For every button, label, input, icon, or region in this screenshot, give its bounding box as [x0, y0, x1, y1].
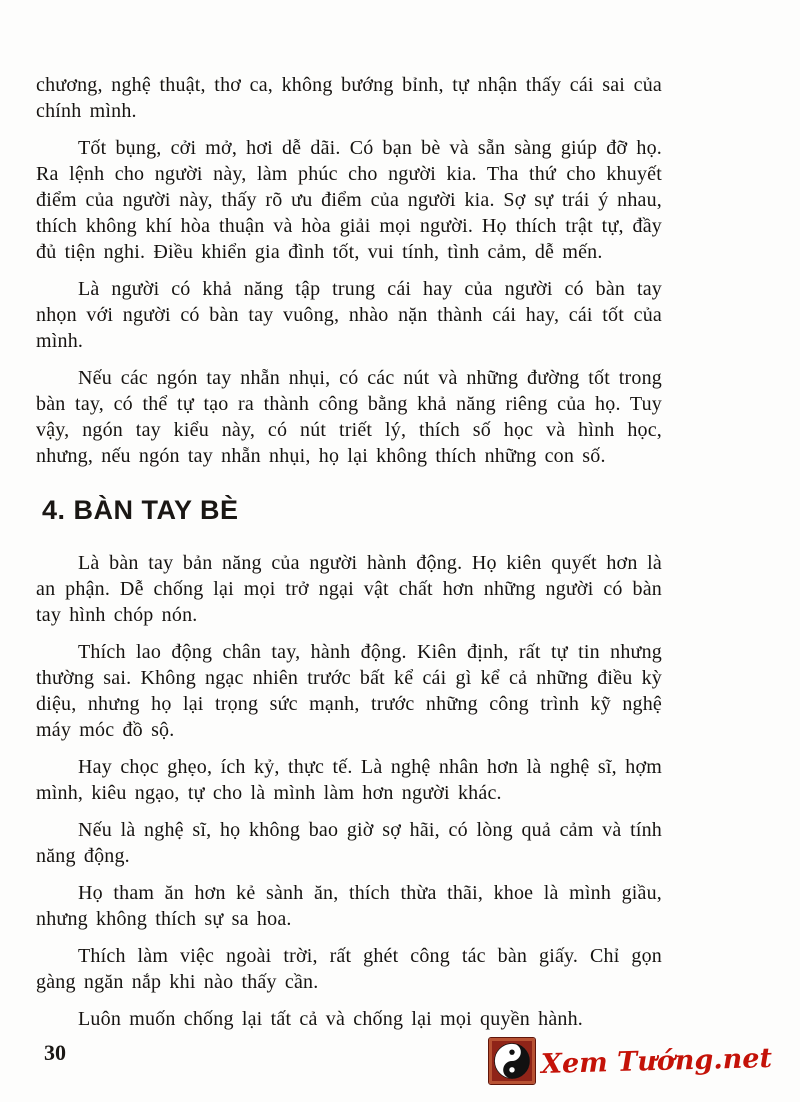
paragraph: chương, nghệ thuật, thơ ca, không bướng bỉnh, tự nhận thấy cái sai của chính mình. — [36, 74, 662, 122]
paragraph: Là người có khả năng tập trung cái hay của người có bàn tay nhọn với người có bàn tay vuông, nhào nặn thành cái hay, cái tốt của mình. — [36, 278, 662, 352]
paragraph: Thích làm việc ngoài trời, rất ghét công tác bàn giấy. Chỉ gọn gàng ngăn nắp khi nào thấy cần. — [36, 945, 662, 993]
section-heading: 4. BÀN TAY BÈ — [42, 495, 239, 525]
page-body — [36, 72, 662, 1043]
paragraph: Nếu các ngón tay nhẵn nhụi, có các nút và những đường tốt trong bàn tay, có thể tự tạo ra thành công bằng khả năng riêng của họ. Tuy vậy, ngón tay kiểu này, có nút triết lý, thích số học và hình học, nhưng, nếu ngón tay nhẵn nhụi, họ lại không thích những con số. — [36, 367, 662, 467]
yin-yang-icon — [489, 1038, 535, 1084]
paragraph: Hay chọc ghẹo, ích kỷ, thực tế. Là nghệ nhân hơn là nghệ sĩ, hợm mình, kiêu ngạo, tự cho là mình làm hơn người khác. — [36, 756, 662, 804]
paragraph: Nếu là nghệ sĩ, họ không bao giờ sợ hãi, có lòng quả cảm và tính năng động. — [36, 819, 662, 867]
watermark-site-name: Xem Tướng.net — [540, 1042, 773, 1080]
page-footer — [0, 1038, 800, 1102]
paragraph: Thích lao động chân tay, hành động. Kiên định, rất tự tin nhưng thường sai. Không ngạc nhiên trước bất kể cái gì kể cả những điều kỳ diệu, nhưng họ lại trọng sức mạnh, trước những công trình kỹ nghệ máy móc đồ sộ. — [36, 641, 662, 741]
page-number: 30 — [44, 1040, 66, 1065]
watermark-link[interactable] — [489, 1038, 772, 1084]
paragraph: Họ tham ăn hơn kẻ sành ăn, thích thừa thãi, khoe là mình giầu, nhưng không thích sự sa hoa. — [36, 882, 662, 930]
paragraph: Tốt bụng, cởi mở, hơi dễ dãi. Có bạn bè và sẵn sàng giúp đỡ họ. Ra lệnh cho người này, làm phúc cho người kia. Tha thứ cho khuyết điểm của người này, thấy rõ ưu điểm của người kia. Sợ sự trái ý nhau, thích không khí hòa thuận và hòa giải mọi người. Họ thích trật tự, đầy đủ tiện nghi. Điều khiển gia đình tốt, vui tính, tình cảm, dễ mến. — [36, 137, 662, 263]
paragraph: Là bàn tay bản năng của người hành động. Họ kiên quyết hơn là an phận. Dễ chống lại mọi trở ngại vật chất hơn những người có bàn tay hình chóp nón. — [36, 552, 662, 626]
paragraph: Luôn muốn chống lại tất cả và chống lại mọi quyền hành. — [78, 1008, 583, 1030]
